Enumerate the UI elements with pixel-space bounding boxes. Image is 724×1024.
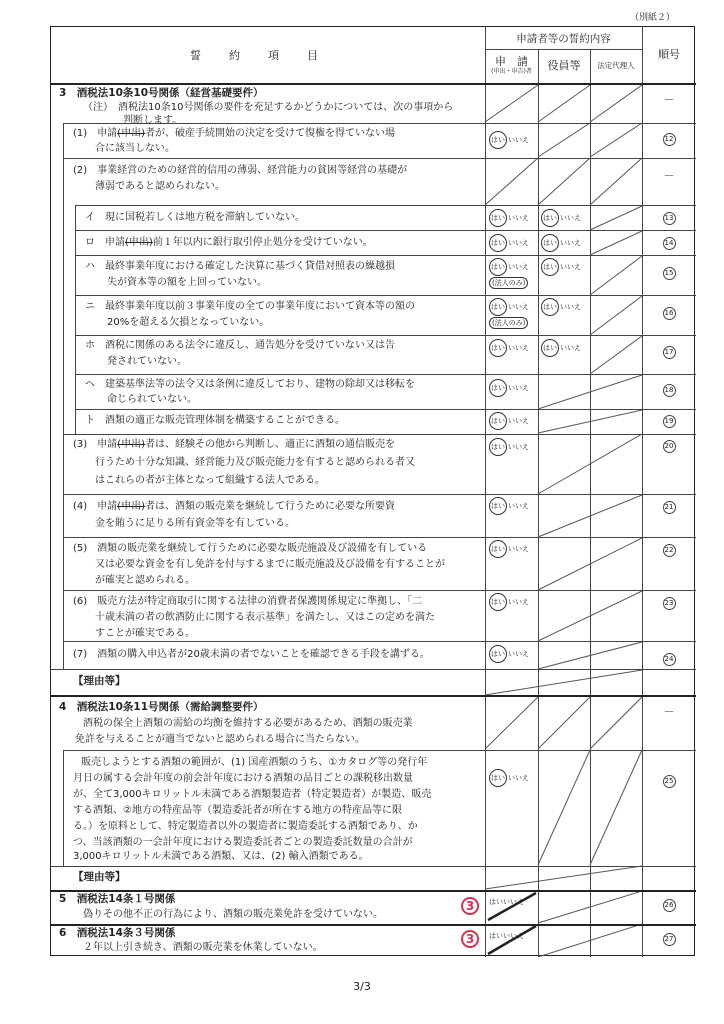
no-label: いいえ — [503, 898, 524, 906]
section4-intro-line2: 免許を与えることが適当でないと認められる場合に当たらない。 — [75, 734, 365, 745]
yes-label: はい — [489, 898, 503, 906]
item4-number-circle: 21 — [663, 501, 676, 514]
section6-number — [642, 933, 696, 946]
header-pledge-group: 申請者等の誓約内容 — [516, 32, 611, 45]
section6-text: ２年以上引き続き、酒類の販売業を休業していない。 — [83, 942, 323, 953]
item1-number-circle: 12 — [663, 133, 676, 146]
page-number: 3/3 — [353, 980, 371, 993]
header-items: 誓約項目 — [190, 49, 346, 62]
section6-title: 6 酒税法14条３号関係 — [59, 927, 176, 939]
item-i-number-circle: 13 — [663, 212, 676, 225]
item-ni-officer-answer — [541, 298, 581, 316]
section6-number-circle: 27 — [663, 933, 676, 946]
item-he-line2: 命じられていない。 — [107, 394, 197, 405]
item5-line2: 又は必要な資金を有し免許を付与するまでに販売施設及び設備を有することが — [95, 559, 445, 570]
item2-line2: 薄弱であると認められない。 — [95, 181, 225, 192]
item-he-number-circle: 18 — [663, 384, 676, 397]
item4-number — [642, 501, 696, 514]
item3-strike: (申出) — [117, 439, 145, 450]
yes-circle: はい — [489, 379, 507, 397]
yes-circle: はい — [489, 412, 507, 430]
corp-only-label: (法人のみ) — [489, 277, 528, 289]
section4-body-7: 3,000キロリットル未満である酒類、又は、(2) 輸入酒類である。 — [73, 851, 369, 862]
item5-number — [642, 544, 696, 557]
no-label: いいえ — [508, 774, 529, 782]
item1-line2: 合に該当しない。 — [95, 143, 175, 154]
item6-line1: (6) 販売方法が特定商取引に関する法律の消費者保護関係規定に準拠し、「二 — [73, 596, 423, 607]
item-ro — [85, 235, 373, 251]
section4-number — [642, 775, 696, 788]
yes-circle: はい — [489, 497, 507, 515]
item7: (7) 酒類の購入申込者が20歳未満の者でないことを確認できる手段を講ずる。 — [73, 649, 430, 660]
yes-circle: はい — [541, 339, 559, 357]
header-officers: 役員等 — [547, 58, 581, 72]
item4-rest1: 者は、酒類の販売業を継続して行うために必要な所要資 — [144, 501, 395, 512]
item3-number-circle: 20 — [663, 440, 676, 453]
item1-applicant-answer — [489, 131, 529, 149]
section4-title: 4 酒税法10条11号関係（需給調整要件） — [59, 701, 264, 713]
item-ha-line1: ハ 最終事業年度における確定した決算に基づく貸借対照表の繰越損 — [85, 261, 395, 272]
item-to-applicant-answer — [489, 412, 529, 430]
header-applicant-label: 申 請 — [495, 55, 528, 69]
no-label: いいえ — [508, 214, 529, 222]
item4-applicant-answer — [489, 497, 529, 515]
section3-title: 3 酒税法10条10号関係（経営基礎要件） — [59, 87, 264, 99]
item6-applicant-answer — [489, 593, 529, 611]
item-ni-number-circle: 16 — [663, 307, 676, 320]
item-ho-number — [642, 346, 696, 359]
item-ro-prefix: ロ 申請 — [85, 237, 125, 248]
item-ro-strike: (申出) — [125, 237, 153, 248]
section3-reason: 【理由等】 — [73, 675, 126, 687]
no-label: いいえ — [508, 417, 529, 425]
item-ro-officer-answer — [541, 234, 581, 252]
item-ho-officer-answer — [541, 339, 581, 357]
item-ro-applicant-answer — [489, 234, 529, 252]
item6-number — [642, 597, 696, 610]
item6-number-circle: 23 — [663, 597, 676, 610]
item1-number — [642, 133, 696, 146]
header-legal-agent: 法定代理人 — [597, 60, 635, 70]
corp-only-label: (法人のみ) — [489, 317, 528, 329]
no-label: いいえ — [508, 384, 529, 392]
item4-prefix: (4) 申請 — [73, 501, 118, 512]
yes-circle: はい — [489, 769, 507, 787]
item3-line3: はこれらの者が主体となって組織する法人である。 — [95, 475, 325, 486]
section3-dash: － — [663, 93, 675, 106]
item-ha-number — [642, 267, 696, 280]
section4-body-4: する酒類、②地方の特産品等（製造委託者が所在する地方の特産品等に限 — [73, 805, 402, 816]
annex-label: （別紙２） — [630, 13, 676, 23]
no-label: いいえ — [508, 263, 529, 271]
section3-note-line2: 判断します。 — [123, 115, 183, 126]
item6-line3: すことが確実である。 — [95, 628, 195, 639]
item1-rest1: 者が、破産手続開始の決定を受けて復権を得ていない場 — [144, 128, 395, 139]
item-ho-line1: ホ 酒税に関係のある法令に違反し、通告処分を受けていない又は告 — [85, 340, 395, 351]
item-he-number — [642, 384, 696, 397]
section5-applicant-answer — [489, 897, 524, 907]
yes-circle: はい — [541, 298, 559, 316]
item2-dash: － — [663, 169, 675, 182]
item-ha-number-circle: 15 — [663, 267, 676, 280]
item5-number-circle: 22 — [663, 544, 676, 557]
item5-line1: (5) 酒類の販売業を継続して行うために必要な販売施設及び設備を有している — [73, 543, 428, 554]
yes-circle: はい — [489, 645, 507, 663]
section5-text: 偽りその他不正の行為により、酒類の販売業免許を受けていない。 — [83, 909, 383, 920]
header-applicant-note: (申出・申告)者 — [491, 67, 532, 75]
section4-applicant-answer — [489, 769, 529, 787]
item4-line2: 金を賄うに足りる所有資金等を有している。 — [95, 518, 295, 529]
item-ro-number-circle: 14 — [663, 237, 676, 250]
yes-circle: はい — [489, 540, 507, 558]
item3-line1 — [73, 437, 395, 453]
section5-number-circle: 26 — [663, 899, 676, 912]
yes-circle: はい — [541, 234, 559, 252]
section4-intro-line1: 酒税の保全上酒類の需給の均衡を維持する必要があるため、酒類の販売業 — [83, 718, 413, 729]
section6-red-mark: 3 — [461, 930, 479, 948]
item3-number — [642, 440, 696, 453]
yes-circle: はい — [489, 438, 507, 456]
item6-line2: 十歳未満の者の飲酒防止に関する表示基準」を満たし、又はこの定めを満た — [95, 612, 435, 623]
item-ni-applicant-answer — [489, 298, 529, 327]
no-label: いいえ — [508, 136, 529, 144]
item-i: イ 現に国税若しくは地方税を滞納していない。 — [85, 212, 305, 223]
item-he-applicant-answer — [489, 379, 529, 397]
item-ho-number-circle: 17 — [663, 346, 676, 359]
yes-circle: はい — [541, 258, 559, 276]
yes-label: はい — [489, 932, 503, 940]
item-ni-line1: ニ 最終事業年度以前３事業年度の全ての事業年度において資本等の額の — [85, 301, 415, 312]
item-ha-line2: 失が資本等の額を上回っていない。 — [107, 277, 267, 288]
section5-number — [642, 899, 696, 912]
item-to: ト 酒類の適正な販売管理体制を構築することができる。 — [85, 415, 345, 426]
no-label: いいえ — [560, 344, 581, 352]
item2-line1: (2) 事業経営のための経営的信用の薄弱、経営能力の貧困等経営の基礎が — [73, 165, 408, 176]
no-label: いいえ — [560, 214, 581, 222]
section6-applicant-answer — [489, 931, 524, 941]
item-i-number — [642, 212, 696, 225]
item-ha-officer-answer — [541, 258, 581, 276]
section4-body-1: 販売しようとする酒類の範囲が、(1) 国産酒類のうち、①カタログ等の発行年 — [81, 757, 428, 768]
yes-circle: はい — [489, 339, 507, 357]
yes-circle: はい — [489, 234, 507, 252]
no-label: いいえ — [560, 263, 581, 271]
item3-applicant-answer — [489, 438, 529, 456]
yes-circle: はい — [489, 209, 507, 227]
item7-number-circle: 24 — [663, 653, 676, 666]
section4-number-circle: 25 — [663, 775, 676, 788]
section4-body-2: 月日の属する会計年度の前会計年度における酒類の品目ごとの課税移出数量 — [73, 773, 413, 784]
no-label: いいえ — [560, 239, 581, 247]
item-ni-line2: 20%を超える欠損となっていない。 — [107, 317, 270, 328]
yes-circle: はい — [489, 258, 507, 276]
item5-line3: が確実と認められる。 — [95, 575, 195, 586]
item3-prefix: (3) 申請 — [73, 439, 118, 450]
section3-note-line1: （注） 酒税法10条10号関係の要件を充足するかどうかについては、次の事項から — [83, 102, 454, 113]
section5-red-mark: 3 — [461, 897, 479, 915]
item-i-applicant-answer — [489, 209, 529, 227]
item-to-number — [642, 415, 696, 428]
item-ho-applicant-answer — [489, 339, 529, 357]
no-label: いいえ — [508, 598, 529, 606]
section4-body-3: が、全て3,000キロリットル未満である酒類製造者（特定製造者）が製造、販売 — [73, 789, 432, 800]
yes-circle: はい — [489, 593, 507, 611]
yes-circle: はい — [489, 131, 507, 149]
no-label: いいえ — [508, 545, 529, 553]
item1-strike: (申出) — [117, 128, 145, 139]
yes-circle: はい — [489, 298, 507, 316]
no-label: いいえ — [508, 502, 529, 510]
item5-applicant-answer — [489, 540, 529, 558]
item-ha-applicant-answer — [489, 258, 529, 287]
no-label: いいえ — [560, 303, 581, 311]
no-label: いいえ — [503, 932, 524, 940]
item-ni-number — [642, 307, 696, 320]
item1-prefix: (1) 申請 — [73, 128, 118, 139]
item3-rest1: 者は、経験その他から判断し、適正に酒類の通信販売を — [144, 439, 395, 450]
item7-applicant-answer — [489, 645, 529, 663]
section4-dash: － — [663, 705, 675, 718]
no-label: いいえ — [508, 344, 529, 352]
no-label: いいえ — [508, 303, 529, 311]
section5-title: 5 酒税法14条１号関係 — [59, 893, 176, 905]
item4-strike: (申出) — [117, 501, 145, 512]
section4-reason: 【理由等】 — [73, 871, 126, 883]
item-ro-rest: 前１年以内に銀行取引停止処分を受けていない。 — [152, 237, 373, 248]
no-label: いいえ — [508, 239, 529, 247]
item4-line1 — [73, 499, 395, 515]
item1-line1 — [73, 126, 395, 142]
section4-body-5: る。）を原料として、特定製造者以外の製造者に製造委託する酒類であり、か — [73, 821, 418, 832]
item-ro-number — [642, 237, 696, 250]
section4-body-6: つ、当該酒類の一会計年度における製造委託者ごとの製造委託数量の合計が — [73, 837, 413, 848]
item-i-officer-answer — [541, 209, 581, 227]
item-to-number-circle: 19 — [663, 415, 676, 428]
item3-line2: 行うため十分な知識、経営能力及び販売能力を有すると認められる者又 — [95, 457, 415, 468]
no-label: いいえ — [508, 443, 529, 451]
yes-circle: はい — [541, 209, 559, 227]
item-ho-line2: 発されていない。 — [107, 356, 187, 367]
item7-number — [642, 653, 696, 666]
header-order-label: 順号 — [658, 47, 680, 61]
no-label: いいえ — [508, 650, 529, 658]
pledge-form-table — [50, 26, 695, 956]
item-he-line1: ヘ 建築基準法等の法令又は条例に違反しており、建物の除却又は移転を — [85, 379, 415, 390]
